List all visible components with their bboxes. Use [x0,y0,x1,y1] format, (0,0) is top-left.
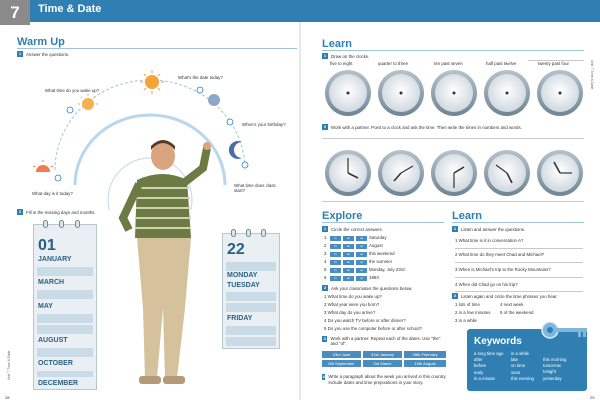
preposition-item[interactable]: 6 in on at 1993 [324,275,379,280]
dates-grid [322,351,446,369]
blank-clocks-row [322,68,584,118]
explore-task-3 [322,336,447,346]
explore-task-1 [322,226,383,232]
calendar-month-may: MAY [38,303,53,310]
task-number: 1 [323,53,327,58]
page-gutter [299,22,301,400]
student-illustration [115,138,225,393]
calendar-ring [59,220,64,228]
task-text: Listen and answer the questions. [461,226,526,232]
task-number: 2 [18,209,22,214]
explore-task-4 [322,374,447,385]
khaki-pants [137,238,191,378]
clock-with-time[interactable] [431,150,477,196]
answer-line[interactable] [455,277,583,278]
left-page-number: 28 [5,395,10,400]
task-text: Draw on the clocks. [331,53,370,59]
shoe [163,376,185,384]
learn-task-1 [322,53,369,59]
keyword: tonight [543,369,556,375]
keyword: after [474,357,483,363]
calendar-date: 22 [227,241,245,258]
day-blank[interactable] [226,262,276,271]
clock-label: half past twelve [486,61,517,66]
task-number: 1 [453,226,457,231]
survey-question: 1 What time do you wake up? [324,294,382,299]
learn-2-title: Learn [452,210,482,222]
date-cell[interactable]: 31st January [363,351,402,358]
moon-disc-icon [208,94,220,106]
keyword: this evening [511,375,534,381]
date-cell[interactable]: 3rd March [363,360,402,367]
unit-title: Time & Date [38,3,102,15]
task-number: 2 [323,124,327,129]
keyword: on time [511,363,526,369]
calendar-month-march: MARCH [38,279,65,286]
calendar-day-tuesday: TUESDAY [227,282,260,289]
calendar-day-monday: MONDAY [227,272,258,279]
task-text: Work with a partner. Point to a clock and ask the time. Then write the times in numbers and words. [331,124,522,130]
learn-divider [322,50,584,51]
warm-up-title: Warm Up [17,36,65,48]
keywords-column-1 [474,351,503,382]
question-date: What's the date today? [178,75,223,80]
clock-label: quarter to three [378,61,409,66]
explore-divider [322,222,444,223]
blank-clock[interactable] [378,70,424,116]
task-text: Answer the questions. [26,51,70,57]
task-text: Circle the correct answers. [331,226,383,232]
task-number: 3 [323,336,326,341]
left-side-text: Unit 7 Time & Date [7,350,11,380]
setting-sun-icon [33,160,53,172]
keywords-column-2 [511,351,534,382]
keyword: this morning [543,357,567,362]
right-side-text: Unit 7 Time & Date [590,60,594,90]
months-calendar [33,220,97,390]
learn-2-divider [452,222,584,223]
listening-question: 3 When is Michael's trip to the Rocky Mountains? [455,267,551,272]
learn-2-task-2 [452,293,558,299]
calendar-ring [261,229,266,237]
task-text: Fill in the missing days and months. [26,209,96,215]
blank-clock[interactable] [325,70,371,116]
right-page-number: 29 [590,395,595,400]
answer-line[interactable] [455,262,583,263]
calendar-ring [43,220,48,228]
calendar-ring [231,229,236,237]
keyword: early [474,369,484,375]
preposition-item[interactable]: 3 in on at this weekend [324,251,395,256]
calendar-ring [75,220,80,228]
clock-label: twenty past four [538,61,569,66]
keyword: in a while [511,351,529,356]
month-blank[interactable] [37,348,93,357]
month-blank[interactable] [37,314,93,323]
time-clocks-row [322,148,584,198]
answer-line[interactable] [455,291,583,292]
task-number: 2 [453,293,457,298]
preposition-list [324,235,444,283]
keyword: before [474,363,487,369]
clock-with-time[interactable] [325,150,371,196]
keyword: tomorrow [543,363,561,369]
calendar-date: 01 [38,237,56,254]
warm-up-task [17,51,69,57]
calendar-day-friday: FRIDAY [227,315,253,322]
blank-clock[interactable] [537,70,583,116]
time-phrase[interactable]: 3 in a while [455,318,477,323]
task-number: 1 [18,51,22,56]
question-wake-up: What time do you wake up? [45,88,100,93]
survey-question: 2 What year were you born? [324,302,380,307]
writing-line[interactable] [528,60,584,61]
sun-icon [140,70,164,94]
pointing-hand [203,142,211,150]
task-text: Work with a partner. Repeat each of the dates. Use "the" and "of". [330,336,441,346]
fill-task [17,209,96,215]
day-blank[interactable] [226,292,276,301]
blank-clock[interactable] [484,70,530,116]
time-phrase[interactable]: 2 in a few minutes [455,310,491,315]
warm-up-divider [17,48,297,49]
time-phrase[interactable]: 1 lots of time [455,302,480,307]
learn-title: Learn [322,38,352,50]
keyword: soon [511,369,521,375]
clock-with-time[interactable] [484,150,530,196]
explore-task-2 [322,285,412,291]
day-blank[interactable] [226,303,276,312]
keyword: a long time ago [474,351,504,356]
task-number: 1 [323,226,327,231]
survey-question: 5 Do you use the computer before or after school? [324,326,422,331]
month-blank[interactable] [37,267,93,276]
question-birthday: When's your birthday? [242,122,286,127]
keywords-title: Keywords [474,336,522,347]
answer-line[interactable] [455,248,583,249]
raised-arm [185,148,207,182]
clock-with-time[interactable] [378,150,424,196]
month-blank[interactable] [37,371,93,377]
survey-question: 3 What day do you arrive? [324,310,376,315]
task-text: Ask your classmates the questions below. [331,285,413,291]
date-cell[interactable]: 6th September [322,360,361,367]
task-number: 4 [322,374,325,379]
date-cell[interactable]: 19th August [404,360,446,367]
preposition-item[interactable]: 5 in on at Monday, July 23rd [324,267,405,272]
day-blank[interactable] [226,326,276,335]
survey-question-list [324,294,449,334]
question-day: What day is it today? [32,191,73,196]
keyword: late [511,357,518,363]
explore-title: Explore [322,210,363,222]
calendar-month-october: OCTOBER [38,360,73,367]
learn-task-2 [322,124,522,130]
task-text: Write a paragraph about the week you arrived in this country. Include dates and time prepositions in your story. [328,374,447,385]
clock-label: ten past seven [434,61,463,66]
listening-question: 1 What time is it in conversation A? [455,238,524,243]
preposition-item[interactable]: 2 in on at August [324,243,383,248]
calendar-month-january: JANUARY [38,256,72,263]
month-blank[interactable] [37,290,93,299]
month-blank[interactable] [37,325,93,334]
question-class-start: What time does class start? [234,183,276,193]
keyword: yesterday [543,375,562,381]
date-cell[interactable]: 28th February [404,351,446,358]
listening-question: 2 What time do they meet Chad and Michael? [455,252,545,257]
learn-2-task-1 [452,226,525,232]
time-phrase[interactable]: 5 of the weekend [500,310,534,315]
task-text: Listen again and circle the time phrases you hear. [461,293,558,299]
blank-clock[interactable] [431,70,477,116]
preposition-item[interactable]: 4 in on at the summer [324,259,393,264]
writing-line[interactable] [322,201,584,202]
shoe [139,376,161,384]
days-calendar [222,229,280,349]
unit-number-box: 7 [0,0,30,25]
date-cell[interactable]: 23rd June [322,351,361,358]
moon-icon [229,141,242,159]
calendar-month-december: DECEMBER [38,380,79,387]
clock-with-time[interactable] [537,150,583,196]
key-icon [540,318,590,342]
writing-line[interactable] [322,138,584,139]
survey-question: 4 Do you watch TV before or after dinner? [324,318,406,323]
listening-question: 4 When did Chad go on his trip? [455,282,518,287]
keyword: in a minute [474,375,496,381]
keywords-column-3 [543,357,566,382]
calendar-ring [246,229,251,237]
clock-label: five to eight [330,61,353,66]
day-blank[interactable] [226,337,276,346]
time-phrase[interactable]: 4 next week [500,302,524,307]
calendar-month-august: AUGUST [38,337,68,344]
preposition-item[interactable]: 1 in on at Saturday [324,235,387,240]
task-number: 2 [323,285,327,290]
